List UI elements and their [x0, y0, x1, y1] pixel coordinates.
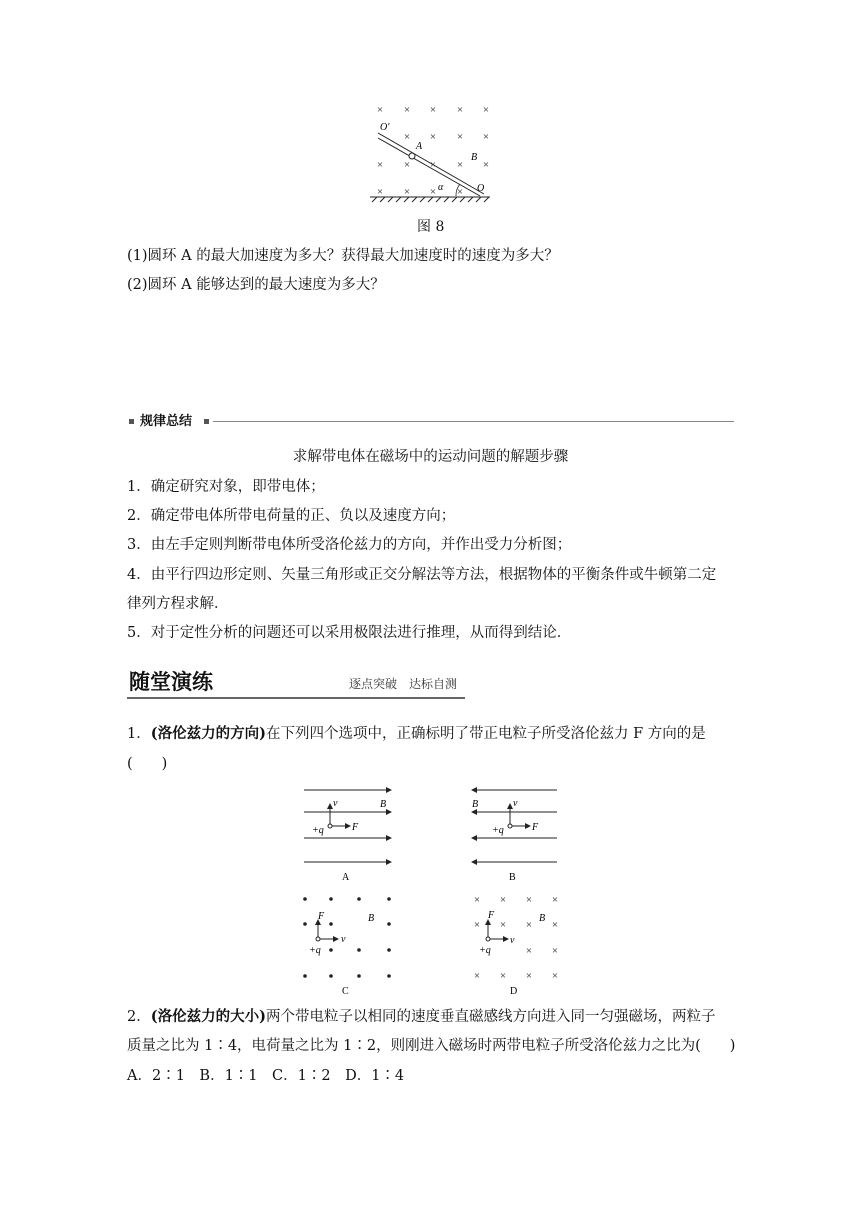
svg-text:×: ×: [403, 186, 411, 198]
svg-text:×: ×: [482, 104, 490, 116]
figure-8-caption: 图 8: [417, 219, 445, 235]
panel-a-q: +q: [312, 825, 324, 836]
svg-text:×: ×: [429, 104, 437, 116]
divider: [213, 421, 734, 422]
panel-a-v: v: [333, 798, 338, 809]
label-o: O: [477, 183, 485, 194]
practice-header: [127, 668, 472, 702]
panel-a-b: B: [380, 799, 387, 810]
panel-c-label: C: [342, 986, 349, 997]
svg-text:×: ×: [456, 131, 464, 143]
svg-text:×: ×: [473, 970, 481, 982]
panel-b: [466, 784, 561, 886]
svg-text:×: ×: [499, 970, 507, 982]
svg-text:×: ×: [473, 919, 481, 931]
label-alpha: α: [438, 182, 444, 193]
summary-tag: 规律总结: [140, 414, 193, 429]
question-2: (2)圆环 A 能够达到的最大速度为多大？: [127, 277, 385, 293]
panel-b-b: B: [472, 799, 479, 810]
panel-c-v: v: [341, 934, 346, 945]
svg-text:×: ×: [376, 159, 384, 171]
svg-text:×: ×: [551, 970, 559, 982]
svg-text:×: ×: [403, 104, 411, 116]
panel-c-q: +q: [309, 945, 321, 956]
svg-text:×: ×: [482, 159, 490, 171]
panel-c: [298, 890, 398, 998]
q2-line-2: 质量之比为 1∶4，电荷量之比为 1∶2，则刚进入磁场时两带电粒子所受洛伦兹力之比为( ): [127, 1038, 736, 1054]
practice-underline: [127, 697, 465, 699]
svg-text:×: ×: [403, 159, 411, 171]
summary-step-3: 3．由左手定则判断带电体所受洛伦兹力的方向，并作出受力分析图；: [127, 537, 572, 553]
q1-answer-paren: ( ): [127, 756, 168, 772]
svg-text:×: ×: [525, 919, 533, 931]
figure-8-diagram: [368, 98, 492, 206]
practice-subtitle: 逐点突破 达标自测: [349, 677, 458, 691]
svg-text:×: ×: [429, 159, 437, 171]
practice-title: 随堂演练: [129, 670, 213, 694]
panel-a: [300, 784, 395, 886]
svg-text:×: ×: [376, 186, 384, 198]
panel-b-label: B: [509, 872, 516, 883]
q2-line-1: [127, 1007, 715, 1027]
q2-number: 2．: [127, 1009, 151, 1025]
panel-d: [466, 890, 566, 998]
magnetic-field-crosses: [377, 104, 489, 198]
svg-text:×: ×: [473, 894, 481, 906]
summary-step-1: 1．确定研究对象，即带电体；: [127, 479, 325, 495]
q2-tag: (洛伦兹力的大小): [150, 1008, 266, 1025]
svg-text:×: ×: [456, 186, 464, 198]
svg-text:×: ×: [429, 186, 437, 198]
label-a: A: [416, 141, 423, 152]
q2-text-1: 两个带电粒子以相同的速度垂直磁感线方向进入同一匀强磁场，两粒子: [265, 1009, 716, 1025]
svg-text:×: ×: [499, 894, 507, 906]
svg-text:×: ×: [551, 919, 559, 931]
panel-d-label: D: [510, 986, 518, 997]
panel-d-q: +q: [479, 945, 491, 956]
svg-text:×: ×: [456, 104, 464, 116]
panel-d-b: B: [539, 913, 546, 924]
svg-text:×: ×: [551, 945, 559, 957]
svg-text:×: ×: [525, 894, 533, 906]
summary-step-4: 4．由平行四边形定则、矢量三角形或正交分解法等方法，根据物体的平衡条件或牛顿第二定: [127, 567, 717, 583]
label-b: B: [471, 152, 478, 163]
svg-text:×: ×: [525, 945, 533, 957]
summary-title: 求解带电体在磁场中的运动问题的解题步骤: [292, 449, 569, 465]
panel-d-v: v: [510, 935, 515, 946]
svg-text:×: ×: [525, 970, 533, 982]
svg-text:×: ×: [403, 131, 411, 143]
q2-options: A．2∶1 B．1∶1 C．1∶2 D．1∶4: [127, 1068, 405, 1084]
svg-text:×: ×: [456, 159, 464, 171]
panel-c-b: B: [368, 913, 375, 924]
panel-a-f: F: [352, 822, 359, 833]
summary-step-4-cont: 律列方程求解．: [127, 596, 229, 612]
svg-text:×: ×: [429, 131, 437, 143]
q1-number: 1．: [127, 726, 151, 742]
q1-text: 在下列四个选项中，正确标明了带正电粒子所受洛伦兹力 F 方向的是: [265, 726, 706, 742]
q1-tag: (洛伦兹力的方向): [150, 725, 266, 742]
square-bullet-icon: [204, 419, 209, 424]
q1-line: [127, 724, 706, 744]
panel-b-v: v: [513, 798, 518, 809]
question-1: (1)圆环 A 的最大加速度为多大？获得最大加速度时的速度为多大？: [127, 248, 559, 264]
summary-header: [127, 412, 734, 432]
square-bullet-icon: [129, 419, 134, 424]
svg-text:×: ×: [499, 919, 507, 931]
summary-step-2: 2．确定带电体所带电荷量的正、负以及速度方向；: [127, 508, 456, 524]
summary-step-5: 5．对于定性分析的问题还可以采用极限法进行推理，从而得到结论．: [127, 625, 572, 641]
label-o-prime: O′: [380, 122, 390, 133]
panel-c-f: F: [318, 911, 325, 922]
svg-text:×: ×: [551, 894, 559, 906]
panel-b-q: +q: [492, 825, 504, 836]
ring-a: [409, 153, 415, 159]
svg-text:×: ×: [376, 104, 384, 116]
panel-d-f: F: [488, 910, 495, 921]
panel-b-f: F: [532, 822, 539, 833]
svg-text:×: ×: [482, 131, 490, 143]
panel-a-label: A: [342, 872, 350, 883]
